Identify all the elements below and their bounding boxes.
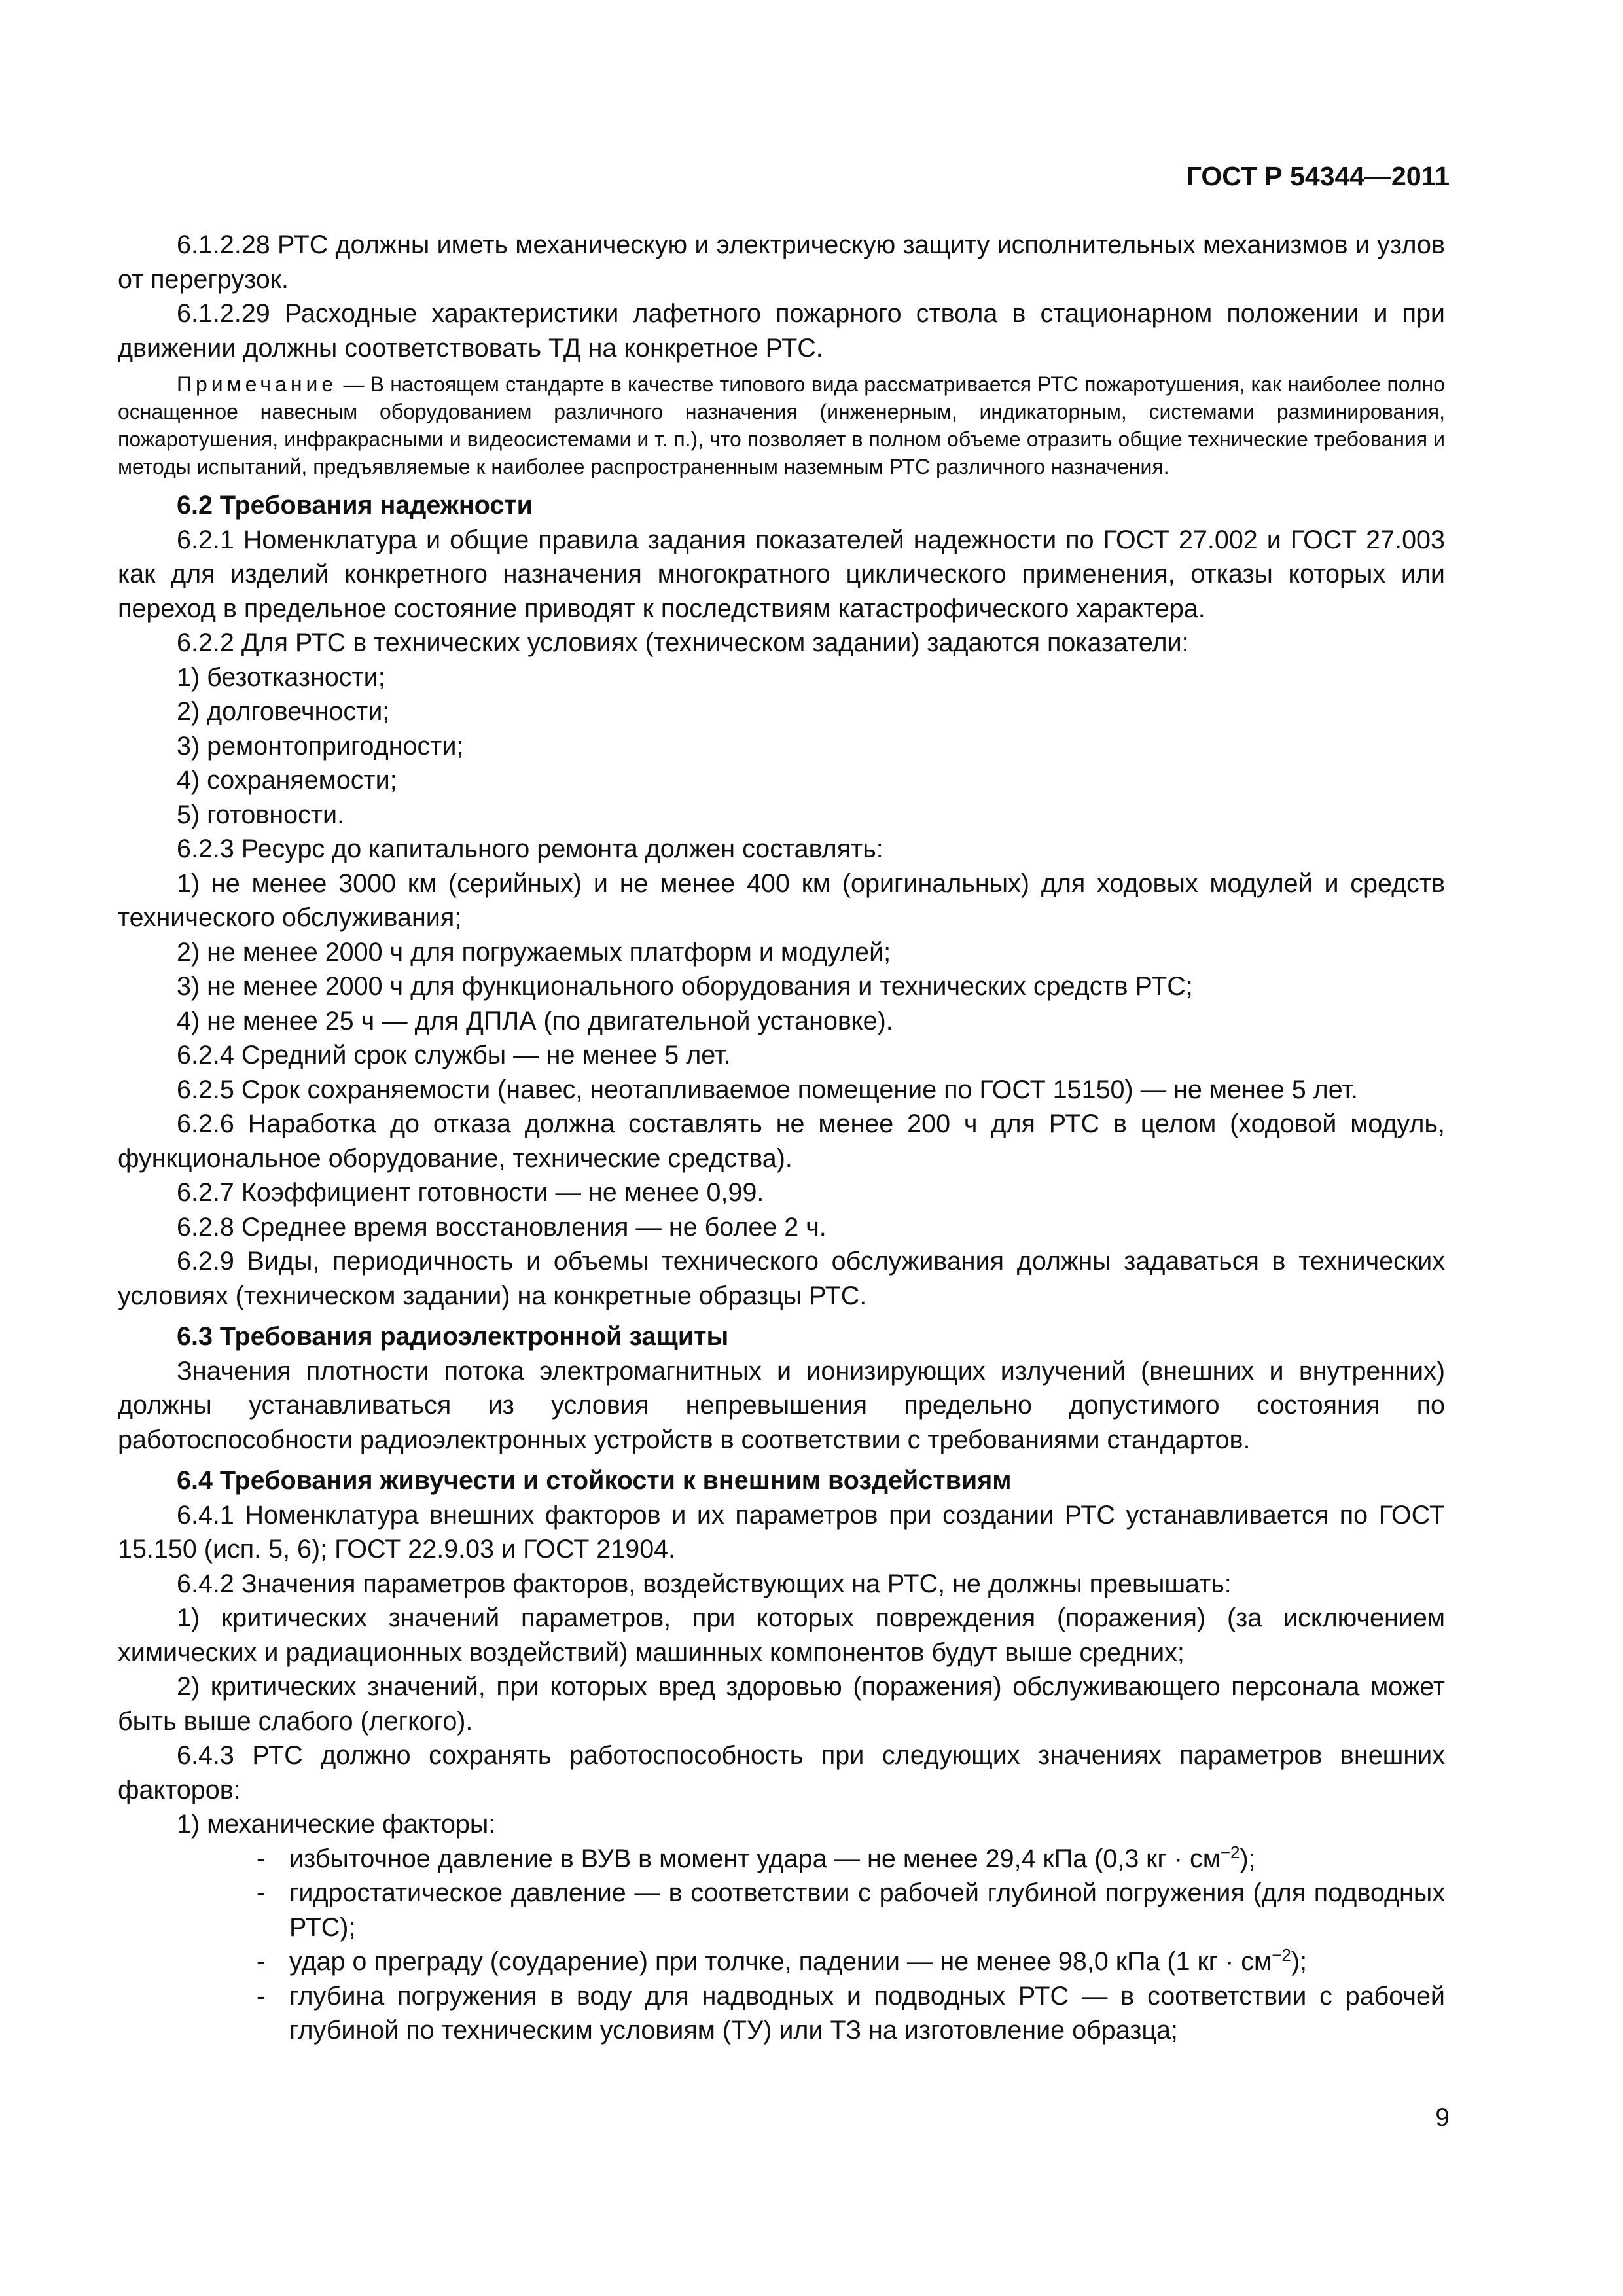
dash-item-text: глубина погружения в воду для надводных и подводных РТС — в соответствии с рабочей глубиной по техническим условиям (ТУ) или ТЗ на изготовление образца; <box>289 1981 1445 2045</box>
list-item: 5) готовности. <box>177 800 344 829</box>
dash-item <box>118 1876 1445 1945</box>
list-item: 1) безотказности; <box>177 662 385 692</box>
dash-item <box>118 1979 1445 2048</box>
section-heading-6-3: 6.3 Требования радиоэлектронной защиты <box>177 1322 729 1351</box>
page-body <box>118 228 1445 2048</box>
clause-6-2-4: 6.2.4 Средний срок службы — не менее 5 лет. <box>177 1041 731 1069</box>
clause-6-4-3: 6.4.3 РТС должно сохранять работоспособность при следующих значениях параметров внешних факторов: <box>118 1741 1445 1804</box>
clause-6-3-text: Значения плотности потока электромагнитных и ионизирующих излучений (внешних и внутренних) должны устанавливаться из условия непревышения предельно допустимого состояния по работоспособности радиоэлектронных устройств в соответствии с требованиями стандартов. <box>118 1356 1445 1454</box>
note-text: — В настоящем стандарте в качестве типового вида рассматривается РТС пожаротушения, как наиболее полно оснащенное навесным оборудованием различного назначения (инженерным, индикаторным, системами разминирования, пожаротушения, инфракрасными и видеосистемами и т. п.), что позволяет в полном объеме отразить общие технические требования и методы испытаний, предъявляемые к наиболее распространенным наземным РТС различного назначения. <box>118 372 1445 478</box>
list-item: 1) механические факторы: <box>177 1810 496 1839</box>
dash-marker: - <box>257 1947 266 1976</box>
list-item: 2) долговечности; <box>177 697 390 726</box>
dash-item-tail: ); <box>1240 1844 1256 1873</box>
list-item: 2) критических значений, при которых вред здоровью (поражения) обслуживающего персонала может быть выше слабого (легкого). <box>118 1672 1445 1736</box>
section-heading-6-2: 6.2 Требования надежности <box>177 491 533 520</box>
page-number: 9 <box>1435 2104 1450 2132</box>
clause-6-2-1: 6.2.1 Номенклатура и общие правила задания показателей надежности по ГОСТ 27.002 и ГОСТ 27.003 как для изделий конкретного назначения многократного циклического применения, отказы которых или переход в предельное состояние приводят к последствиям катастрофического характера. <box>118 525 1445 623</box>
clause-6-4-1: 6.4.1 Номенклатура внешних факторов и их параметров при создании РТС устанавливается по ГОСТ 15.150 (исп. 5, 6); ГОСТ 22.9.03 и ГОСТ 21904. <box>118 1500 1445 1564</box>
list-item: 4) не менее 25 ч — для ДПЛА (по двигательной установке). <box>177 1006 893 1035</box>
dash-marker: - <box>257 1844 266 1873</box>
document-code: ГОСТ Р 54344—2011 <box>1186 161 1450 191</box>
clause-6-2-8: 6.2.8 Среднее время восстановления — не более 2 ч. <box>177 1212 827 1242</box>
clause-6-2-6: 6.2.6 Наработка до отказа должна составлять не менее 200 ч для РТС в целом (ходовой модуль, функциональное оборудование, технические средства). <box>118 1109 1445 1173</box>
clause-6-1-2-29: 6.1.2.29 Расходные характеристики лафетного пожарного ствола в стационарном положении и при движении должны соответствовать ТД на конкретное РТС. <box>118 299 1445 363</box>
list-item: 1) не менее 3000 км (серийных) и не менее 400 км (оригинальных) для ходовых модулей и средств технического обслуживания; <box>118 869 1445 932</box>
list-item: 3) ремонтопригодности; <box>177 731 464 761</box>
clause-6-1-2-28: 6.1.2.28 РТС должны иметь механическую и электрическую защиту исполнительных механизмов и узлов от перегрузок. <box>118 230 1445 294</box>
list-item: 1) критических значений параметров, при которых повреждения (поражения) (за исключением химических и радиационных воздействий) машинных компонентов будут выше средних; <box>118 1604 1445 1667</box>
dash-item <box>118 1842 1445 1876</box>
superscript: −2 <box>1220 1842 1240 1862</box>
clause-6-2-9: 6.2.9 Виды, периодичность и объемы технического обслуживания должны задаваться в технических условиях (техническом задании) на конкретные образцы РТС. <box>118 1247 1445 1310</box>
dash-item-text: удар о преграду (соударение) при толчке, падении — не менее 98,0 кПа (1 кг · см <box>289 1947 1272 1976</box>
list-item: 2) не менее 2000 ч для погружаемых платформ и модулей; <box>177 937 891 967</box>
clause-6-4-2: 6.4.2 Значения параметров факторов, воздействующих на РТС, не должны превышать: <box>177 1569 1232 1598</box>
clause-6-2-3: 6.2.3 Ресурс до капитального ремонта должен составлять: <box>177 834 883 863</box>
dash-item-tail: ); <box>1291 1947 1307 1976</box>
list-item: 4) сохраняемости; <box>177 766 397 795</box>
superscript: −2 <box>1272 1945 1291 1965</box>
dash-item <box>118 1945 1445 1979</box>
dash-marker: - <box>257 1981 266 2011</box>
dash-item-text: избыточное давление в ВУВ в момент удара — не менее 29,4 кПа (0,3 кг · см <box>289 1844 1221 1873</box>
note-paragraph <box>118 370 1445 480</box>
dash-item-text: гидростатическое давление — в соответствии с рабочей глубиной погружения (для подводных РТС); <box>289 1878 1445 1942</box>
section-heading-6-4: 6.4 Требования живучести и стойкости к внешним воздействиям <box>177 1466 1012 1495</box>
clause-6-2-5: 6.2.5 Срок сохраняемости (навес, неотапливаемое помещение по ГОСТ 15150) — не менее 5 лет. <box>177 1075 1359 1104</box>
dash-marker: - <box>257 1878 266 1907</box>
clause-6-2-7: 6.2.7 Коэффициент готовности — не менее 0,99. <box>177 1178 764 1207</box>
list-item: 3) не менее 2000 ч для функционального оборудования и технических средств РТС; <box>177 972 1193 1001</box>
note-label: Примечание <box>177 372 338 396</box>
clause-6-2-2: 6.2.2 Для РТС в технических условиях (техническом задании) задаются показатели: <box>177 628 1189 657</box>
